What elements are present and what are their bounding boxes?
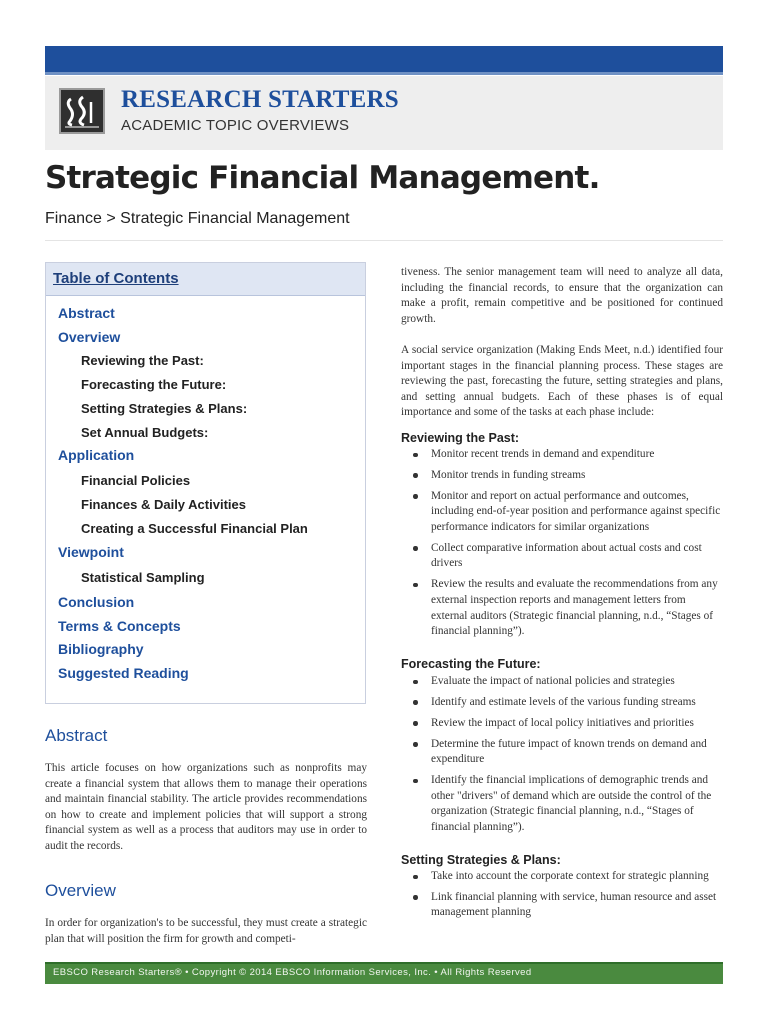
intro-paragraph: tiveness. The senior management team will need to analyze all data, including the financial records, to ensure that the organization can make a profit, remain competitive and be positioned for continued growth. xyxy=(401,266,723,325)
toc-header xyxy=(46,263,365,296)
forecasting-list xyxy=(401,674,723,841)
page-title: Strategic Financial Management. xyxy=(45,160,600,196)
bullet-item: Determine the future impact of known trends on demand and expenditure xyxy=(401,737,723,768)
toc-item[interactable]: Financial Policies xyxy=(81,473,191,489)
bullet-item: Identify and estimate levels of the various funding streams xyxy=(401,695,723,711)
toc-item[interactable]: Statistical Sampling xyxy=(81,569,205,585)
toc-item[interactable]: Application xyxy=(58,447,135,464)
toc-item[interactable]: Conclusion xyxy=(58,593,135,610)
toc-item[interactable]: Reviewing the Past: xyxy=(81,353,204,369)
top-banner-bar xyxy=(45,46,723,72)
stages-paragraph: A social service organization (Making Ends Meet, n.d.) identified four important stages in the financial planning process. These stages are reviewing the past, forecasting the future, setting strategies and plans, and setting annual budgets. Each of these phases is of equal importance and some of the tasks at each phase include: xyxy=(401,344,723,419)
bullet-item: Evaluate the impact of national policies and strategies xyxy=(401,674,723,690)
bullet-item: Monitor and report on actual performance and outcomes, including end-of-year position and performance against specific performance indicators for similar organizations xyxy=(401,489,723,536)
copyright-text: EBSCO Research Starters® • Copyright © 2014 EBSCO Information Services, Inc. • All Rights Reserved xyxy=(53,967,532,978)
toc-item[interactable]: Viewpoint xyxy=(58,543,124,560)
toc-item[interactable]: Overview xyxy=(58,328,121,345)
toc-item[interactable]: Creating a Successful Financial Plan xyxy=(81,520,308,536)
toc-heading-link[interactable]: Table of Contents xyxy=(53,270,179,287)
toc-item[interactable]: Finances & Daily Activities xyxy=(81,497,246,513)
toc-item[interactable]: Terms & Concepts xyxy=(58,617,181,634)
header-divider xyxy=(45,240,723,241)
toc-list xyxy=(46,296,365,686)
abstract-heading: Abstract xyxy=(45,726,108,745)
toc-item[interactable]: Suggested Reading xyxy=(58,665,189,682)
reviewing-heading: Reviewing the Past: xyxy=(401,431,520,445)
bullet-item: Review the results and evaluate the recommendations from any external inspection reports and management letters from external auditors (Strategic financial planning, n.d., “Stages of financial planning”). xyxy=(401,577,723,639)
overview-heading: Overview xyxy=(45,881,116,900)
bullet-item: Link financial planning with service, human resource and asset management planning xyxy=(401,890,723,921)
breadcrumb: Finance > Strategic Financial Management xyxy=(45,210,350,227)
toc-item[interactable]: Abstract xyxy=(58,305,115,321)
research-starters-logo-icon xyxy=(59,88,105,134)
toc-item[interactable]: Set Annual Budgets: xyxy=(81,424,209,440)
brand-subtitle: ACADEMIC TOPIC OVERVIEWS xyxy=(121,117,350,134)
top-banner-accent-line xyxy=(45,72,723,75)
bullet-item: Monitor recent trends in demand and expenditure xyxy=(401,447,723,463)
strategies-list xyxy=(401,869,723,926)
reviewing-list xyxy=(401,447,723,645)
brand-title: RESEARCH STARTERS xyxy=(121,86,399,113)
bullet-item: Review the impact of local policy initiatives and priorities xyxy=(401,716,723,732)
toc-item[interactable]: Forecasting the Future: xyxy=(81,377,227,393)
abstract-text: This article focuses on how organizations such as nonprofits may create a financial system that allows them to manage their operations and maintain financial stability. The article provides recommendations on how to create and implement policies that will support a strong financial system as well as a process that auditors may use in order to audit the records. xyxy=(45,762,367,852)
bullet-item: Collect comparative information about actual costs and cost drivers xyxy=(401,541,723,572)
bullet-item: Monitor trends in funding streams xyxy=(401,468,723,484)
toc-item[interactable]: Setting Strategies & Plans: xyxy=(81,400,248,416)
strategies-heading: Setting Strategies & Plans: xyxy=(401,853,561,867)
bullet-item: Identify the financial implications of demographic trends and other "drivers" of demand which are outside the control of the organization (Strategic financial planning, n.d., “Stages of financial planning”). xyxy=(401,773,723,835)
bullet-item: Take into account the corporate context for strategic planning xyxy=(401,869,723,885)
toc-item[interactable]: Bibliography xyxy=(58,641,144,658)
footer-bar xyxy=(45,962,723,984)
forecasting-heading: Forecasting the Future: xyxy=(401,657,541,671)
table-of-contents xyxy=(45,262,366,704)
overview-text: In order for organization's to be successful, they must create a strategic plan that will position the firm for growth and competi- xyxy=(45,917,367,945)
